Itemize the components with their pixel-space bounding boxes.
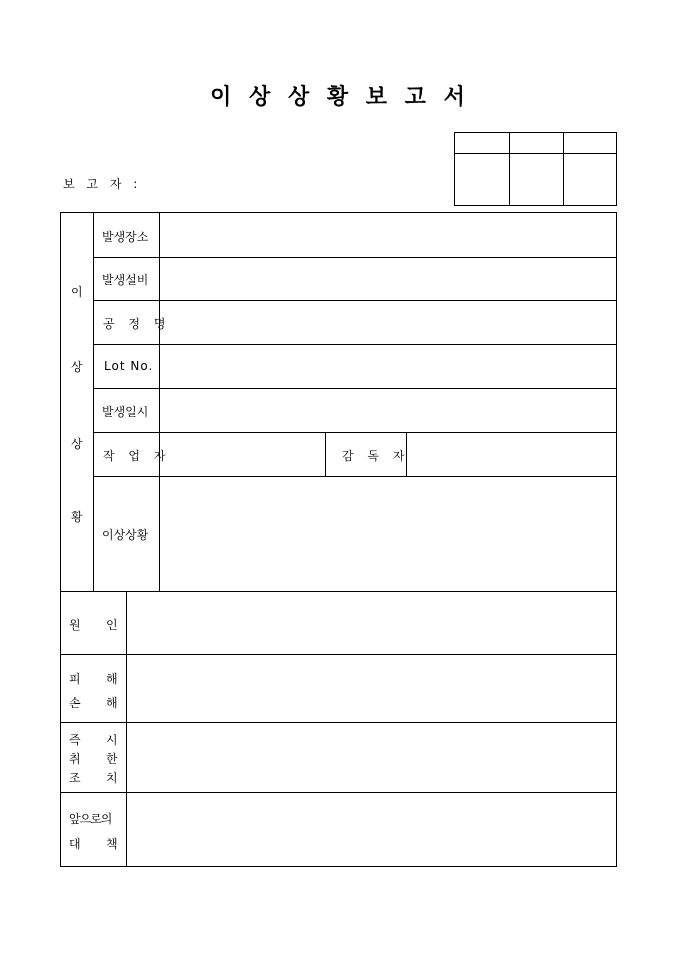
approval-box <box>454 132 617 206</box>
label-action-2b: 한 <box>106 752 118 766</box>
label-process: 공 정 명 <box>103 317 171 331</box>
side-label-char: 황 <box>71 510 83 524</box>
document-title: 이 상 상 황 보 고 서 <box>210 84 470 110</box>
process-field[interactable] <box>160 301 617 344</box>
label-damage-2b: 해 <box>106 696 118 710</box>
label-worker: 작 업 자 <box>103 449 171 463</box>
side-label-char: 이 <box>71 285 83 299</box>
approval-title-cell-1[interactable] <box>455 133 509 153</box>
label-future-2b: 책 <box>106 837 118 851</box>
label-supervisor: 감 독 자 <box>342 449 410 463</box>
label-cause-b: 인 <box>106 618 118 632</box>
label-action-1a: 즉 <box>69 733 81 747</box>
label-damage-1b: 해 <box>106 672 118 686</box>
report-form-table <box>60 212 617 867</box>
cause-field[interactable] <box>127 592 617 654</box>
label-future-2a: 대 <box>69 837 81 851</box>
label-action-1b: 시 <box>106 733 118 747</box>
side-column-divider <box>93 213 94 591</box>
label-location: 발생장소 <box>102 230 149 244</box>
lot-no-field[interactable] <box>160 345 617 388</box>
datetime-field[interactable] <box>160 389 617 432</box>
immediate-action-field[interactable] <box>127 723 617 792</box>
label-equipment: 발생설비 <box>102 273 149 287</box>
reporter-label: 보 고 자 : <box>63 177 142 191</box>
approval-title-cell-2[interactable] <box>510 133 563 153</box>
side-label-char: 상 <box>71 360 83 374</box>
label-cause-a: 원 <box>69 618 81 632</box>
label-action-2a: 취 <box>69 752 81 766</box>
label-damage-2a: 손 <box>69 696 81 710</box>
label-lot-no: Lot No. <box>104 359 154 373</box>
label-damage-1a: 피 <box>69 672 81 686</box>
label-future-1: 앞으로의 <box>69 812 112 826</box>
worker-field[interactable] <box>160 433 325 476</box>
label-datetime: 발생일시 <box>102 405 149 419</box>
label-situation: 이상상황 <box>102 528 149 542</box>
future-countermeasure-field[interactable] <box>127 793 617 867</box>
approval-sign-cell-3[interactable] <box>564 154 617 206</box>
approval-sign-cell-2[interactable] <box>510 154 563 206</box>
label-action-3b: 치 <box>106 771 118 785</box>
label-action-3a: 조 <box>69 771 81 785</box>
approval-title-cell-3[interactable] <box>564 133 617 153</box>
situation-field[interactable] <box>160 477 617 591</box>
supervisor-field[interactable] <box>407 433 617 476</box>
location-field[interactable] <box>160 213 617 257</box>
worker-field-divider <box>325 432 326 476</box>
equipment-field[interactable] <box>160 258 617 300</box>
damage-field[interactable] <box>127 655 617 722</box>
approval-sign-cell-1[interactable] <box>455 154 509 206</box>
side-label-char: 상 <box>71 437 83 451</box>
